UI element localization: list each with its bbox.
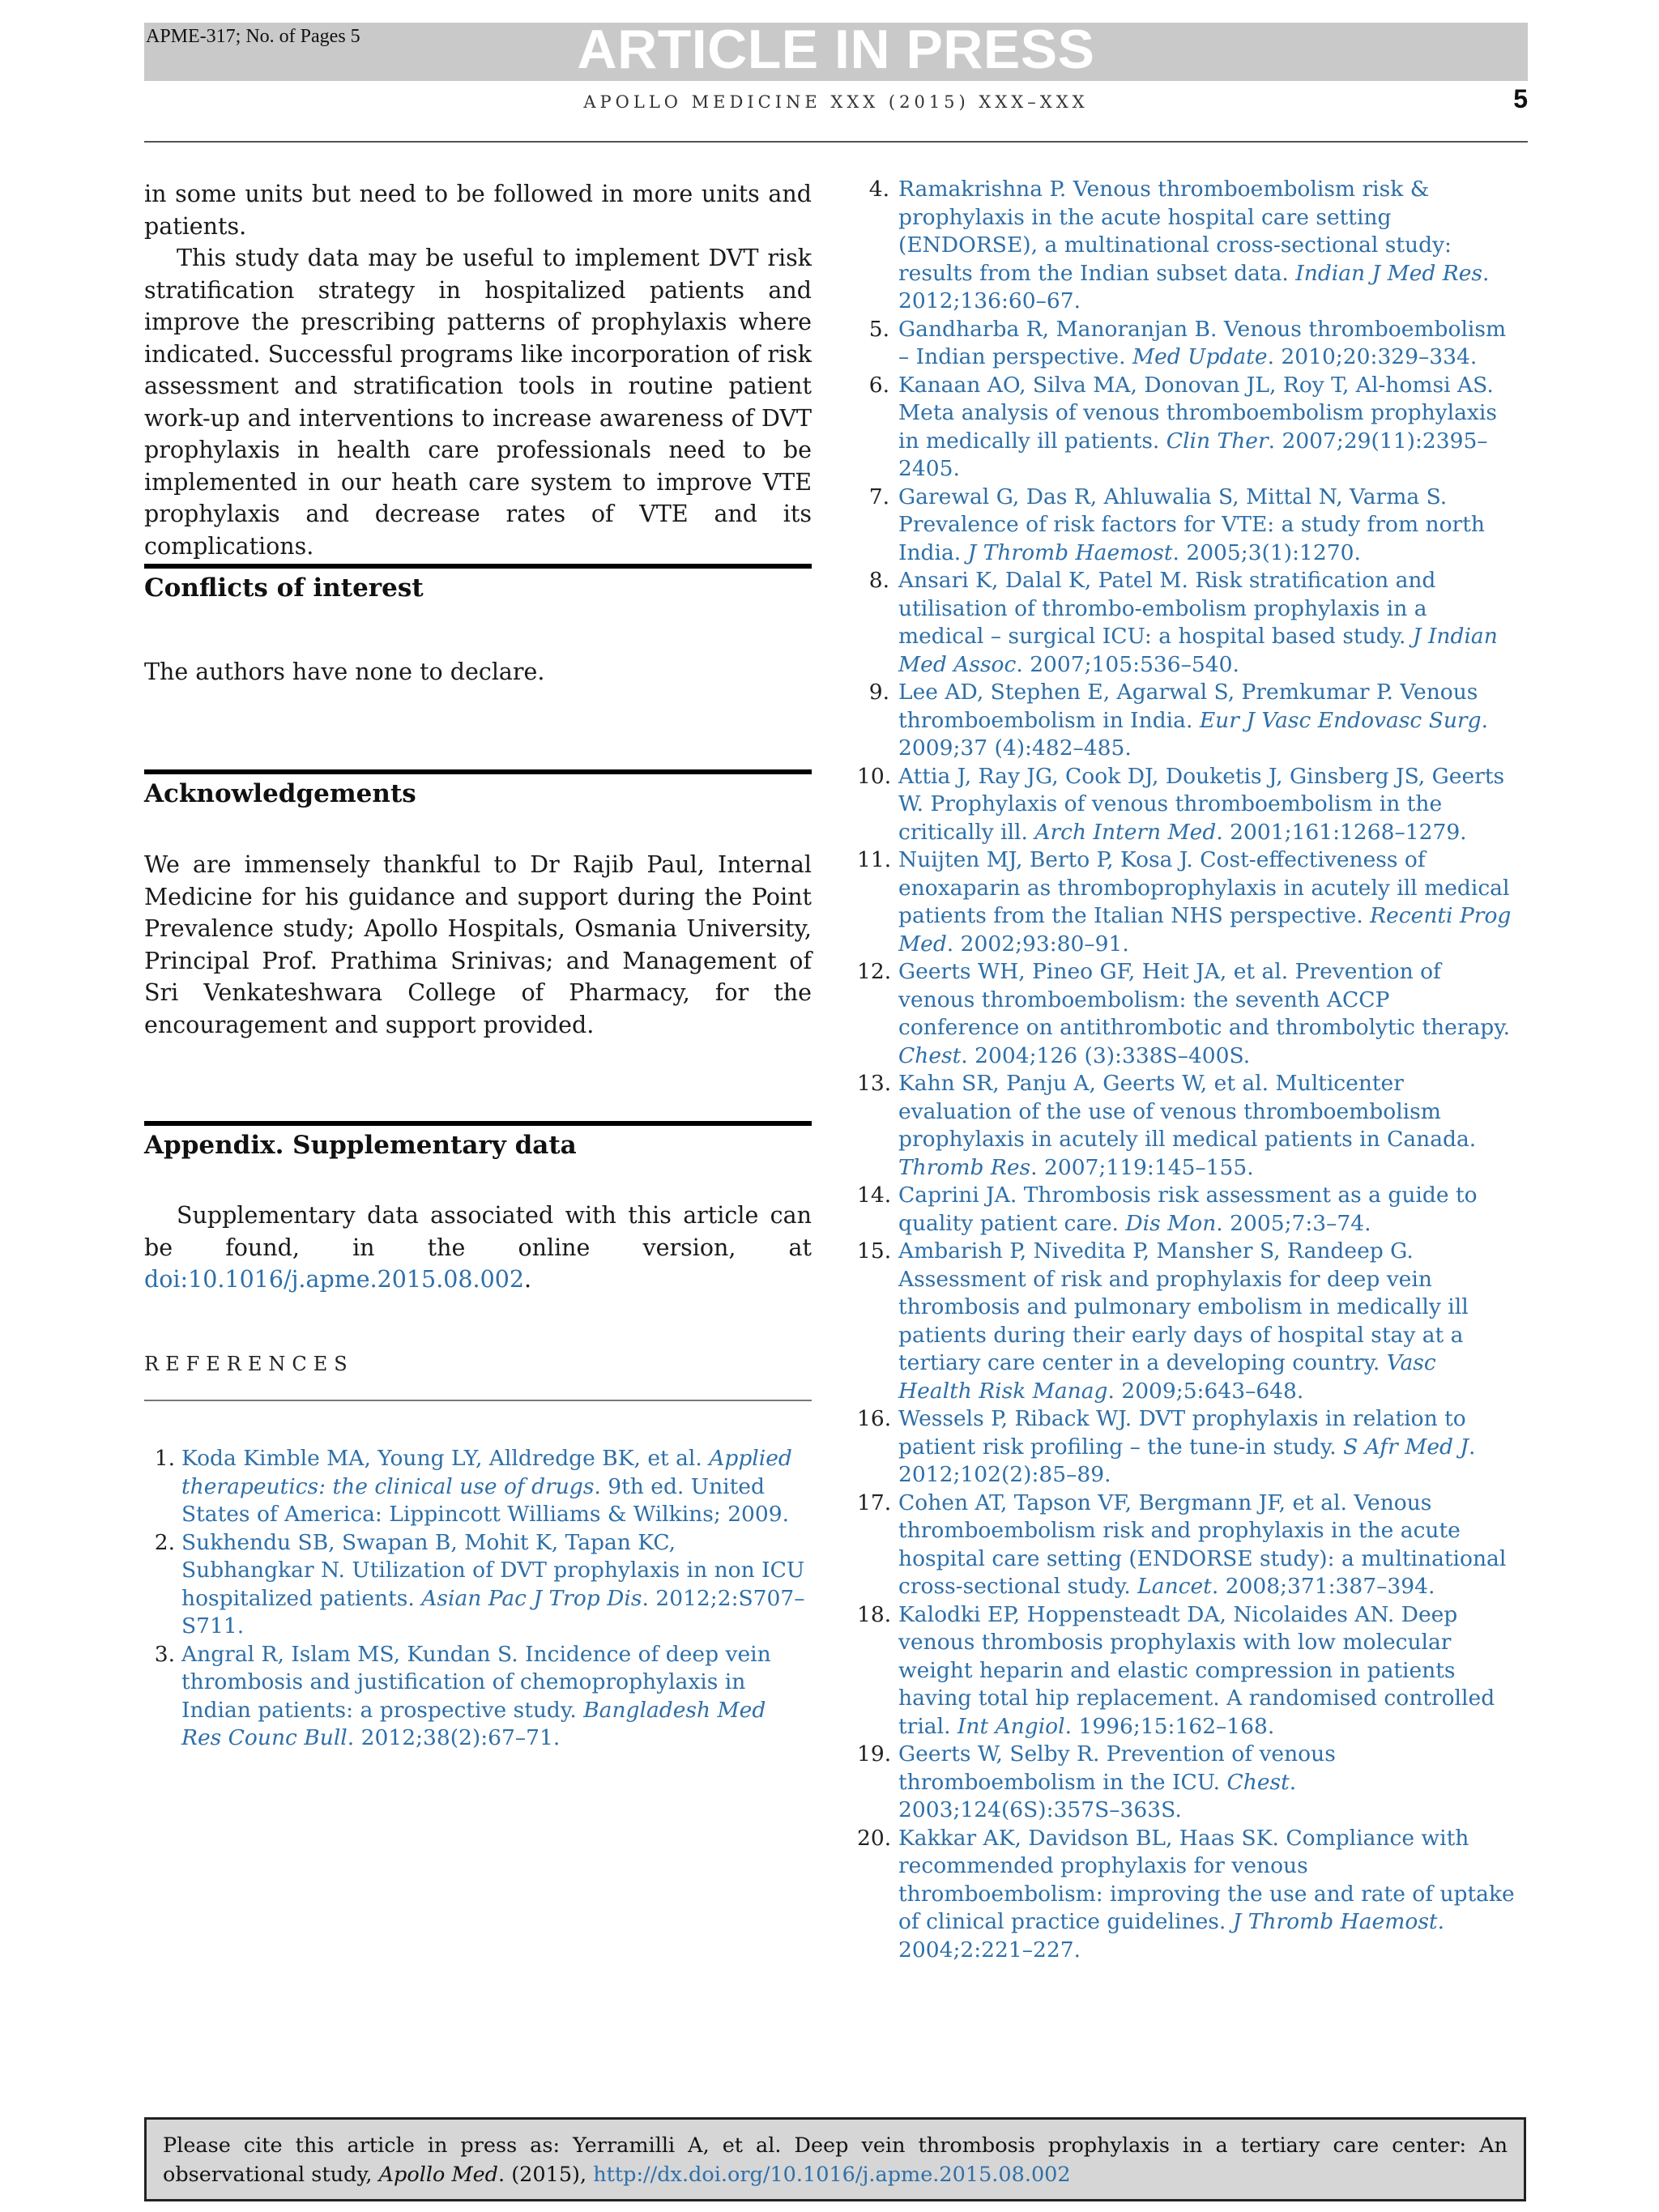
citation-box	[144, 2117, 1526, 2201]
reference-authors-title[interactable]: Koda Kimble MA, Young LY, Alldredge BK, et al.	[181, 1446, 710, 1471]
reference-journal[interactable]: Lancet	[1137, 1574, 1212, 1599]
appendix-heading: Appendix. Supplementary data	[144, 1131, 577, 1160]
supplementary-doi-link[interactable]: doi:10.1016/j.apme.2015.08.002	[144, 1266, 524, 1293]
reference-number: 7.	[868, 484, 889, 509]
reference-number: 12.	[857, 959, 892, 984]
reference-journal[interactable]: Arch Intern Med	[1034, 819, 1217, 845]
banner-label: ARTICLE IN PRESS	[577, 19, 1095, 80]
reference-details[interactable]: . 2003;124(6S):357S–363S.	[898, 1769, 1297, 1822]
reference-item[interactable]	[857, 1601, 1515, 1741]
reference-number: 20.	[857, 1825, 892, 1851]
reference-authors-title[interactable]: Kanaan AO, Silva MA, Donovan JL, Roy T, Al-homsi AS. Meta analysis of venous thromboembolism prophylaxis in medically ill patients.	[898, 372, 1497, 454]
reference-authors-title[interactable]: Gandharba R, Manoranjan B. Venous thromboembolism – Indian perspective.	[898, 316, 1507, 369]
reference-number: 10.	[857, 763, 892, 789]
reference-journal[interactable]: Eur J Vasc Endovasc Surg	[1199, 707, 1482, 733]
reference-journal[interactable]: Clin Ther	[1166, 428, 1269, 454]
reference-details[interactable]: . 2007;119:145–155.	[1030, 1154, 1254, 1180]
citation-text	[163, 2131, 1508, 2189]
reference-item[interactable]	[857, 958, 1515, 1070]
reference-item[interactable]	[857, 1182, 1515, 1238]
reference-details[interactable]: . 2005;7:3–74.	[1216, 1210, 1371, 1236]
acknowledgements-heading: Acknowledgements	[144, 779, 416, 808]
section-divider	[144, 769, 812, 774]
reference-number: 1.	[154, 1446, 175, 1471]
reference-authors-title[interactable]: Sukhendu SB, Swapan B, Mohit K, Tapan KC, Subhangkar N. Utilization of DVT prophylaxis in non ICU hospitalized patients.	[181, 1529, 805, 1611]
reference-details[interactable]: . 2012;38(2):67–71.	[347, 1725, 561, 1750]
reference-authors-title[interactable]: Kahn SR, Panju A, Geerts W, et al. Multicenter evaluation of the use of venous thromboembolism prophylaxis in acutely ill medical patients in Canada.	[898, 1071, 1477, 1152]
reference-journal[interactable]: Med Update	[1132, 344, 1268, 369]
reference-authors-title[interactable]: Lee AD, Stephen E, Agarwal S, Premkumar P. Venous thromboembolism in India.	[898, 680, 1478, 733]
reference-number: 9.	[868, 680, 889, 705]
reference-item[interactable]	[857, 1825, 1515, 1965]
intro-paragraph-2: This study data may be useful to implement DVT risk stratification strategy in hospitalized patients and improve the prescribing patterns of prophylaxis where indicated. Successful programs like incorporation of risk assessment and stratification tools in routine patient work-up and interventions to increase awareness of DVT prophylaxis in health care professionals need to be implemented in our heath care system to improve VTE prophylaxis and decrease rates of VTE and its complications.	[144, 245, 812, 560]
reference-authors-title[interactable]: Nuijten MJ, Berto P, Kosa J. Cost-effectiveness of enoxaparin as thromboprophylaxis in acutely ill medical patients from the Italian NHS perspective.	[898, 847, 1510, 928]
reference-journal[interactable]: Indian J Med Res	[1295, 260, 1483, 286]
header-divider	[144, 141, 1528, 143]
article-id: APME-317; No. of Pages 5	[146, 26, 360, 47]
reference-details[interactable]: . 2009;37 (4):482–485.	[898, 707, 1488, 761]
reference-list-right	[857, 176, 1515, 1964]
reference-authors-title[interactable]: Angral R, Islam MS, Kundan S. Incidence of deep vein thrombosis and justification of chemoprophylaxis in Indian patients: a prospective study.	[181, 1641, 771, 1723]
reference-number: 14.	[857, 1183, 892, 1208]
reference-number: 4.	[868, 177, 889, 202]
section-divider	[144, 564, 812, 569]
reference-number: 15.	[857, 1238, 892, 1264]
reference-item[interactable]	[857, 567, 1515, 679]
conflicts-heading: Conflicts of interest	[144, 573, 424, 603]
reference-authors-title[interactable]: Geerts W, Selby R. Prevention of venous thromboembolism in the ICU.	[898, 1741, 1336, 1795]
reference-list-left	[144, 1445, 812, 1753]
reference-authors-title[interactable]: Ramakrishna P. Venous thromboembolism risk & prophylaxis in the acute hospital care setting (ENDORSE), a multinational cross-sectional study: results from the Indian subset data.	[898, 177, 1452, 286]
reference-journal[interactable]: Applied therapeutics: the clinical use of drugs	[181, 1446, 792, 1499]
reference-item[interactable]	[857, 1490, 1515, 1601]
reference-authors-title[interactable]: Cohen AT, Tapson VF, Bergmann JF, et al. Venous thromboembolism risk and prophylaxis in the acute hospital care setting (ENDORSE study): a multinational cross-sectional study.	[898, 1490, 1507, 1599]
reference-details[interactable]: . 2008;371:387–394.	[1211, 1574, 1435, 1599]
reference-number: 13.	[857, 1071, 892, 1096]
acknowledgements-text: We are immensely thankful to Dr Rajib Paul, Internal Medicine for his guidance and support during the Point Prevalence study; Apollo Hospitals, Osmania University, Principal Prof. Prathima Srinivas; and Management of Sri Venkateshwara College of Pharmacy, for the encouragement and support provided.	[144, 851, 812, 1038]
reference-item[interactable]	[857, 1741, 1515, 1825]
reference-journal[interactable]: Recenti Prog Med	[898, 903, 1512, 957]
reference-item[interactable]	[857, 846, 1515, 958]
reference-details[interactable]: . 2012;2:S707–S711.	[181, 1585, 805, 1639]
reference-item[interactable]	[144, 1529, 812, 1641]
reference-authors-title[interactable]: Kakkar AK, Davidson BL, Haas SK. Compliance with recommended prophylaxis for venous thromboembolism: improving the use and rate of uptake of clinical practice guidelines.	[898, 1825, 1515, 1934]
reference-journal[interactable]: Chest	[1226, 1769, 1290, 1795]
reference-details[interactable]: . 2004;126 (3):338S–400S.	[961, 1042, 1251, 1068]
reference-number: 3.	[154, 1641, 175, 1667]
reference-number: 19.	[857, 1741, 892, 1767]
citation-doi-link[interactable]: http://dx.doi.org/10.1016/j.apme.2015.08.002	[593, 2163, 1071, 2187]
reference-journal[interactable]: Bangladesh Med Res Counc Bull	[181, 1697, 766, 1750]
reference-item[interactable]	[857, 1405, 1515, 1490]
reference-item[interactable]	[857, 679, 1515, 763]
references-heading: REFERENCES	[144, 1353, 354, 1375]
reference-item[interactable]	[144, 1445, 812, 1529]
reference-details[interactable]: . 2001;161:1268–1279.	[1216, 819, 1467, 845]
citation-journal: Apollo Med	[378, 2163, 498, 2187]
reference-details[interactable]: . 1996;15:162–168.	[1064, 1713, 1275, 1739]
reference-authors-title[interactable]: Ansari K, Dalal K, Patel M. Risk stratification and utilisation of thrombo-embolism prophylaxis in a medical – surgical ICU: a hospital based study.	[898, 568, 1436, 649]
reference-journal[interactable]: S Afr Med J	[1343, 1434, 1469, 1460]
reference-journal[interactable]: J Indian Med Assoc	[898, 624, 1498, 677]
reference-item[interactable]	[857, 372, 1515, 484]
reference-authors-title[interactable]: Wessels P, Riback WJ. DVT prophylaxis in relation to patient risk profiling – the tune-in study.	[898, 1406, 1466, 1460]
reference-journal[interactable]: Dis Mon	[1125, 1210, 1217, 1236]
reference-item[interactable]	[144, 1641, 812, 1753]
reference-authors-title[interactable]: Ambarish P, Nivedita P, Mansher S, Randeep G. Assessment of risk and prophylaxis for deep vein thrombosis and pulmonary embolism in medically ill patients during their early days of hospital stay at a tertiary care center in a developing country.	[898, 1238, 1469, 1375]
references-divider	[144, 1400, 812, 1401]
journal-running-head: APOLLO MEDICINE XXX (2015) XXX–XXX	[583, 92, 1089, 112]
reference-number: 5.	[868, 316, 889, 342]
reference-details[interactable]: . 2012;136:60–67.	[898, 260, 1490, 313]
reference-details[interactable]: . 9th ed. United States of America: Lippincott Williams & Wilkins; 2009.	[181, 1473, 790, 1527]
reference-journal[interactable]: Asian Pac J Trop Dis	[421, 1585, 642, 1611]
reference-details[interactable]: . 2012;102(2):85–89.	[898, 1434, 1476, 1487]
citation-year: . (2015),	[498, 2163, 594, 2187]
reference-number: 16.	[857, 1406, 892, 1431]
reference-number: 6.	[868, 372, 889, 398]
citation-prefix: Please cite this article in press as: Yerramilli A, et al. Deep vein thrombosis prophylaxis in a tertiary care center: An observational study,	[163, 2133, 1508, 2187]
reference-details[interactable]: . 2004;2:221–227.	[898, 1909, 1445, 1963]
reference-journal[interactable]: Chest	[898, 1042, 962, 1068]
reference-authors-title[interactable]: Garewal G, Das R, Ahluwalia S, Mittal N, Varma S. Prevalence of risk factors for VTE: a study from north India.	[898, 484, 1485, 565]
reference-journal[interactable]: J Thromb Haemost	[967, 539, 1173, 565]
reference-journal[interactable]: Int Angiol	[957, 1713, 1065, 1739]
reference-details[interactable]: . 2005;3(1):1270.	[1172, 539, 1361, 565]
appendix-text	[144, 1200, 812, 1296]
reference-item[interactable]	[857, 1238, 1515, 1405]
reference-authors-title[interactable]: Geerts WH, Pineo GF, Heit JA, et al. Prevention of venous thromboembolism: the seventh ACCP conference on antithrombotic and thrombolytic therapy.	[898, 959, 1511, 1040]
reference-authors-title[interactable]: Caprini JA. Thrombosis risk assessment as a guide to quality patient care.	[898, 1183, 1478, 1236]
appendix-period: .	[523, 1266, 532, 1293]
intro-paragraph-1: in some units but need to be followed in more units and patients.	[144, 181, 812, 240]
reference-item[interactable]	[857, 316, 1515, 372]
reference-details[interactable]: . 2010;20:329–334.	[1267, 344, 1478, 369]
reference-item[interactable]	[857, 176, 1515, 316]
appendix-body: Supplementary data associated with this article can be found, in the online version, at	[144, 1202, 812, 1261]
reference-number: 8.	[868, 568, 889, 593]
reference-number: 17.	[857, 1490, 892, 1515]
reference-authors-title[interactable]: Attia J, Ray JG, Cook DJ, Douketis J, Ginsberg JS, Geerts W. Prophylaxis of venous thromboembolism in the critically ill.	[898, 763, 1505, 845]
reference-details[interactable]: . 2007;29(11):2395–2405.	[898, 428, 1488, 481]
reference-journal[interactable]: Thromb Res	[898, 1154, 1031, 1180]
section-divider	[144, 1121, 812, 1126]
reference-journal[interactable]: J Thromb Haemost	[1232, 1909, 1438, 1934]
reference-number: 2.	[154, 1529, 175, 1555]
reference-item[interactable]	[857, 1070, 1515, 1182]
reference-number: 18.	[857, 1601, 892, 1627]
reference-journal[interactable]: Vasc Health Risk Manag	[898, 1350, 1436, 1404]
reference-item[interactable]	[857, 484, 1515, 568]
reference-details[interactable]: . 2007;105:536–540.	[1016, 651, 1239, 677]
page-number: 5	[1513, 84, 1528, 113]
reference-item[interactable]	[857, 763, 1515, 847]
reference-details[interactable]: . 2002;93:80–91.	[946, 931, 1129, 957]
reference-details[interactable]: . 2009;5:643–648.	[1107, 1378, 1304, 1404]
reference-authors-title[interactable]: Kalodki EP, Hoppensteadt DA, Nicolaides AN. Deep venous thrombosis prophylaxis with low molecular weight heparin and elastic compression in patients having total hip replacement. A randomised controlled trial.	[898, 1601, 1495, 1739]
reference-number: 11.	[857, 847, 892, 872]
conflicts-text: The authors have none to declare.	[144, 658, 545, 685]
